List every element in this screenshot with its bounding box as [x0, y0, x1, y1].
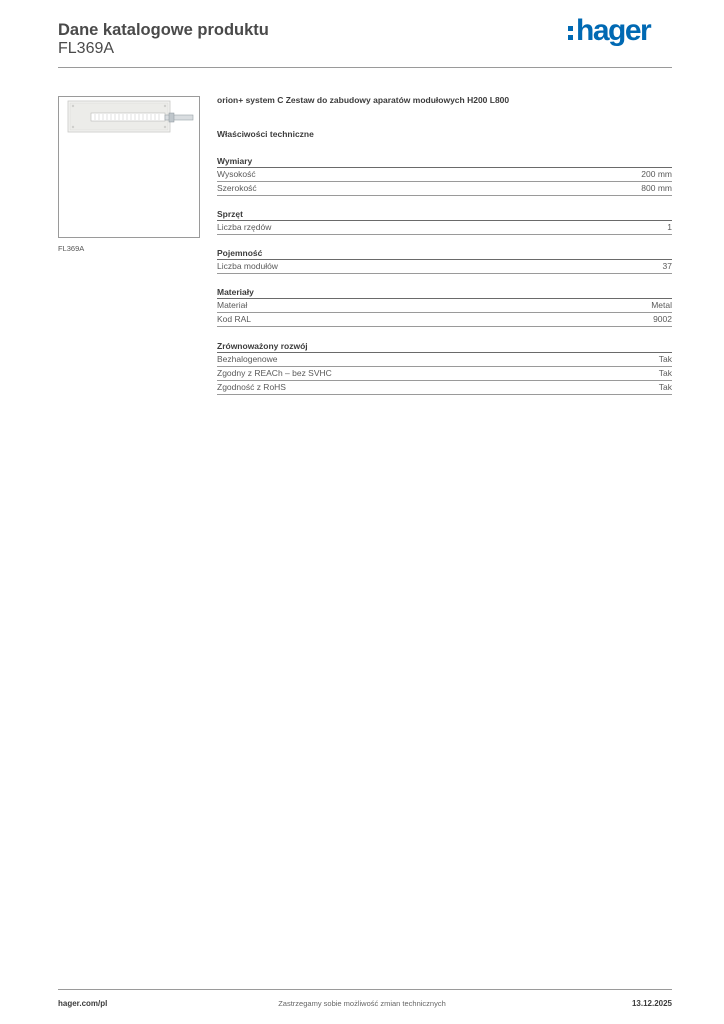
section-capacity [217, 247, 672, 274]
section-sustainability [217, 340, 672, 395]
table-row: Liczba rzędów 1 [217, 221, 672, 235]
header-divider [58, 67, 672, 68]
table-row: Zgodny z REACh – bez SVHC Tak [217, 367, 672, 381]
section-title: Pojemność [217, 247, 672, 260]
table-row: Materiał Metal [217, 299, 672, 313]
table-row: Zgodność z RoHS Tak [217, 381, 672, 395]
hager-logo [568, 14, 650, 48]
section-title: Wymiary [217, 155, 672, 168]
table-row: Wysokość 200 mm [217, 168, 672, 182]
section-materials [217, 286, 672, 327]
section-dimensions [217, 155, 672, 196]
section-equipment [217, 208, 672, 235]
page-title: Dane katalogowe produktu [58, 21, 269, 39]
product-details [217, 95, 672, 392]
properties-heading: Właściwości techniczne [217, 129, 314, 139]
logo-wordmark: hager [576, 14, 651, 47]
table-row: Bezhalogenowe Tak [217, 353, 672, 367]
product-image [58, 96, 200, 238]
image-caption: FL369A [58, 244, 85, 253]
product-title: orion+ system C Zestaw do zabudowy aparatów modułowych H200 L800 [217, 95, 510, 105]
table-row: Kod RAL 9002 [217, 313, 672, 327]
table-row: Liczba modułów 37 [217, 260, 672, 274]
footer-date: 13.12.2025 [631, 999, 672, 1008]
section-title: Zrównoważony rozwój [217, 340, 672, 353]
product-code: FL369A [58, 40, 115, 57]
section-title: Materiały [217, 286, 672, 299]
footer-website-link[interactable]: hager.com/pl [58, 999, 108, 1008]
section-title: Sprzęt [217, 208, 672, 221]
footer-divider [58, 989, 672, 990]
footer-disclaimer: Zastrzegamy sobie możliwość zmian technicznych [278, 999, 446, 1008]
logo-dots-icon [568, 26, 573, 40]
table-row: Szerokość 800 mm [217, 182, 672, 196]
product-panel-icon [59, 97, 199, 237]
